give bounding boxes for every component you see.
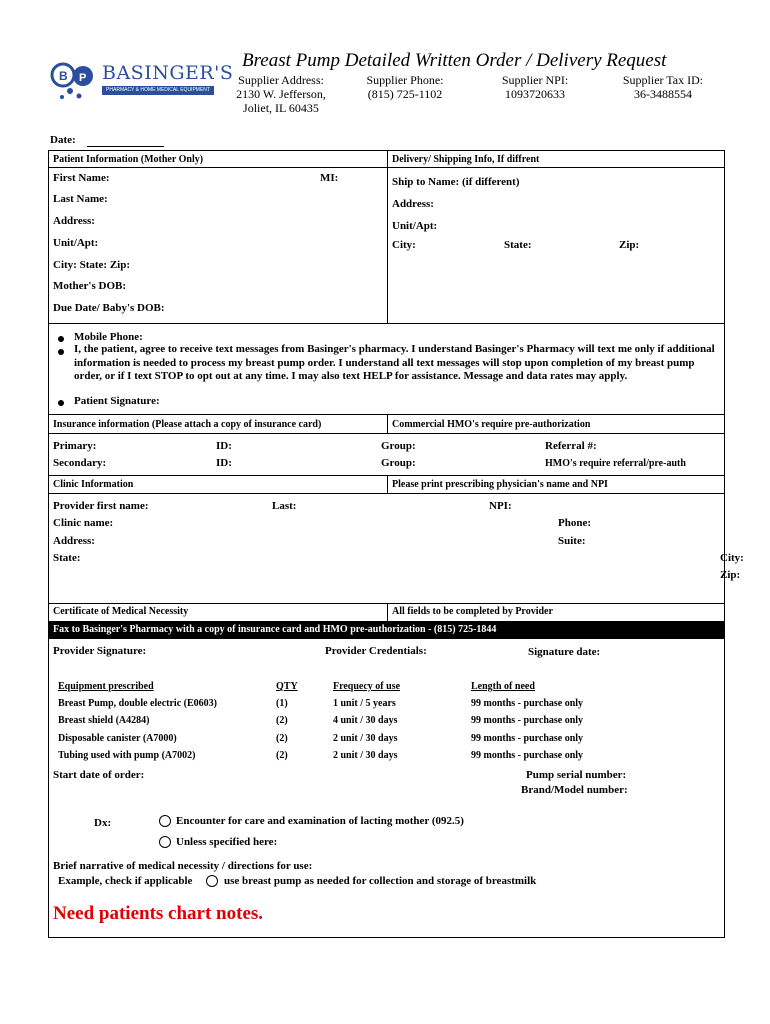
table-row: Breast shield (A4284) <box>58 715 150 726</box>
table-row: 99 months - purchase only <box>471 715 584 726</box>
hmo-note: HMO's require referral/pre-auth <box>545 458 686 469</box>
page-title: Breast Pump Detailed Written Order / Delivery Request <box>242 50 667 71</box>
clinic-city-field[interactable]: City: <box>720 552 744 564</box>
ship-to-field[interactable]: Ship to Name: (if different) <box>392 176 520 188</box>
patient-address-field[interactable]: Address: <box>53 215 95 227</box>
table-row: Tubing used with pump (A7002) <box>58 750 196 761</box>
supplier-npi <box>480 73 590 101</box>
secondary-id-field[interactable]: ID: <box>216 457 232 469</box>
table-row: 99 months - purchase only <box>471 733 584 744</box>
delivery-unit-field[interactable]: Unit/Apt: <box>392 220 438 232</box>
svg-text:B: B <box>59 69 68 83</box>
supplier-npi-label: Supplier NPI: <box>501 73 569 87</box>
table-row: 2 unit / 30 days <box>333 733 398 744</box>
dx-option1-radio[interactable] <box>159 815 171 827</box>
mothers-dob-field[interactable]: Mother's DOB: <box>53 280 127 292</box>
brand-model-field[interactable]: Brand/Model number: <box>521 784 628 796</box>
logo-subtext: PHARMACY & HOME MEDICAL EQUIPMENT <box>102 86 214 95</box>
supplier-phone-value: (815) 725-1102 <box>367 87 443 101</box>
supplier-phone <box>350 73 460 101</box>
secondary-group-field[interactable]: Group: <box>381 457 416 469</box>
delivery-city-field[interactable]: City: <box>392 239 416 251</box>
supplier-tax-label: Supplier Tax ID: <box>622 73 704 87</box>
provider-note: All fields to be completed by Provider <box>392 606 553 617</box>
date-label: Date: <box>50 134 76 146</box>
print-physician-note: Please print prescribing physician's name and NPI <box>392 479 608 490</box>
bullet-icon <box>58 349 64 355</box>
primary-group-field[interactable]: Group: <box>381 440 416 452</box>
col-qty: QTY <box>276 681 298 692</box>
example-text: use breast pump as needed for collection and storage of breastmilk <box>224 875 537 887</box>
insurance-section-title: Insurance information (Please attach a copy of insurance card) <box>53 419 322 430</box>
supplier-npi-value: 1093720633 <box>505 87 565 101</box>
table-row: (2) <box>276 715 288 726</box>
provider-signature-field[interactable]: Provider Signature: <box>53 645 147 657</box>
pump-serial-field[interactable]: Pump serial number: <box>526 769 627 781</box>
supplier-tax <box>608 73 718 101</box>
example-label: Example, check if applicable <box>58 875 193 887</box>
logo <box>50 62 234 102</box>
supplier-address <box>226 73 336 115</box>
sms-consent-text: I, the patient, agree to receive text messages from Basinger's pharmacy. I understand Basinger's Pharmacy will text me only if additional information is needed to process my breast pump order. I understand all text messages will stop upon completion of my breast pump order, or if I text STOP to opt out at any time. I may also text HELP for assistance. Message and data rates may apply. <box>74 343 715 382</box>
logo-text: BASINGER'S <box>102 62 234 84</box>
clinic-phone-field[interactable]: Phone: <box>558 517 591 529</box>
divider <box>48 493 725 494</box>
provider-npi-field[interactable]: NPI: <box>489 500 512 512</box>
provider-last-name-field[interactable]: Last: <box>272 500 297 512</box>
clinic-zip-field[interactable]: Zip: <box>720 569 741 581</box>
table-row: 2 unit / 30 days <box>333 750 398 761</box>
first-name-field[interactable]: First Name: <box>53 172 110 184</box>
mobile-phone-label: Mobile Phone: <box>74 331 143 343</box>
delivery-state-field[interactable]: State: <box>504 239 532 251</box>
fax-instructions-bar: Fax to Basinger's Pharmacy with a copy of insurance card and HMO pre-authorization - (815) 725-1844 <box>48 621 725 639</box>
dx-option1-label: Encounter for care and examination of lacting mother (092.5) <box>176 815 464 827</box>
dx-label: Dx: <box>94 817 112 829</box>
divider <box>387 603 388 621</box>
table-row: 99 months - purchase only <box>471 698 584 709</box>
primary-id-field[interactable]: ID: <box>216 440 232 452</box>
table-row: 4 unit / 30 days <box>333 715 398 726</box>
clinic-state-field[interactable]: State: <box>53 552 81 564</box>
cmn-section-title: Certificate of Medical Necessity <box>53 606 189 617</box>
svg-text:P: P <box>79 72 87 84</box>
secondary-insurance-field[interactable]: Secondary: <box>53 457 107 469</box>
mi-field[interactable]: MI: <box>320 172 339 184</box>
start-date-field[interactable]: Start date of order: <box>53 769 145 781</box>
col-frequency: Frequecy of use <box>333 681 401 692</box>
delivery-section-title: Delivery/ Shipping Info, If diffrent <box>392 154 540 165</box>
patient-unit-field[interactable]: Unit/Apt: <box>53 237 99 249</box>
supplier-address-line1: 2130 W. Jefferson, <box>236 87 326 101</box>
signature-date-field[interactable]: Signature date: <box>528 646 601 658</box>
divider <box>387 150 388 323</box>
bullet-icon <box>58 336 64 342</box>
referral-field[interactable]: Referral #: <box>545 440 597 452</box>
table-row: 99 months - purchase only <box>471 750 584 761</box>
col-length: Length of need <box>471 681 535 692</box>
divider <box>48 433 725 434</box>
clinic-section-title: Clinic Information <box>53 479 134 490</box>
last-name-field[interactable]: Last Name: <box>53 193 108 205</box>
patient-signature-label: Patient Signature: <box>74 395 160 407</box>
patient-section-title: Patient Information (Mother Only) <box>53 154 204 165</box>
col-equipment: Equipment prescribed <box>58 681 154 692</box>
due-date-field[interactable]: Due Date/ Baby's DOB: <box>53 302 165 314</box>
table-row: (2) <box>276 733 288 744</box>
delivery-address-field[interactable]: Address: <box>392 198 434 210</box>
divider <box>387 475 388 493</box>
provider-first-name-field[interactable]: Provider first name: <box>53 500 149 512</box>
table-row: Disposable canister (A7000) <box>58 733 177 744</box>
supplier-address-label: Supplier Address: <box>238 73 324 87</box>
dx-option2-label: Unless specified here: <box>176 836 278 848</box>
clinic-suite-field[interactable]: Suite: <box>558 535 586 547</box>
supplier-tax-value: 36-3488554 <box>634 87 692 101</box>
dx-option2-radio[interactable] <box>159 836 171 848</box>
example-checkbox[interactable] <box>206 875 218 887</box>
hmo-section-title: Commercial HMO's require pre-authorization <box>392 419 591 430</box>
delivery-zip-field[interactable]: Zip: <box>619 239 640 251</box>
narrative-label: Brief narrative of medical necessity / directions for use: <box>53 860 313 872</box>
primary-insurance-field[interactable]: Primary: <box>53 440 97 452</box>
table-row: Breast Pump, double electric (E0603) <box>58 698 217 709</box>
table-row: (1) <box>276 698 288 709</box>
provider-credentials-field[interactable]: Provider Credentials: <box>325 645 427 657</box>
bullet-icon <box>58 400 64 406</box>
supplier-address-line2: Joliet, IL 60435 <box>243 101 319 115</box>
table-row: 1 unit / 5 years <box>333 698 396 709</box>
clinic-address-field[interactable]: Address: <box>53 535 95 547</box>
divider <box>387 414 388 433</box>
supplier-phone-label: Supplier Phone: <box>366 73 444 87</box>
clinic-name-field[interactable]: Clinic name: <box>53 517 114 529</box>
table-row: (2) <box>276 750 288 761</box>
patient-city-state-zip-field[interactable]: City: State: Zip: <box>53 259 130 271</box>
chart-notes-alert: Need patients chart notes. <box>53 903 264 924</box>
date-field[interactable] <box>87 146 164 147</box>
divider <box>48 323 725 324</box>
